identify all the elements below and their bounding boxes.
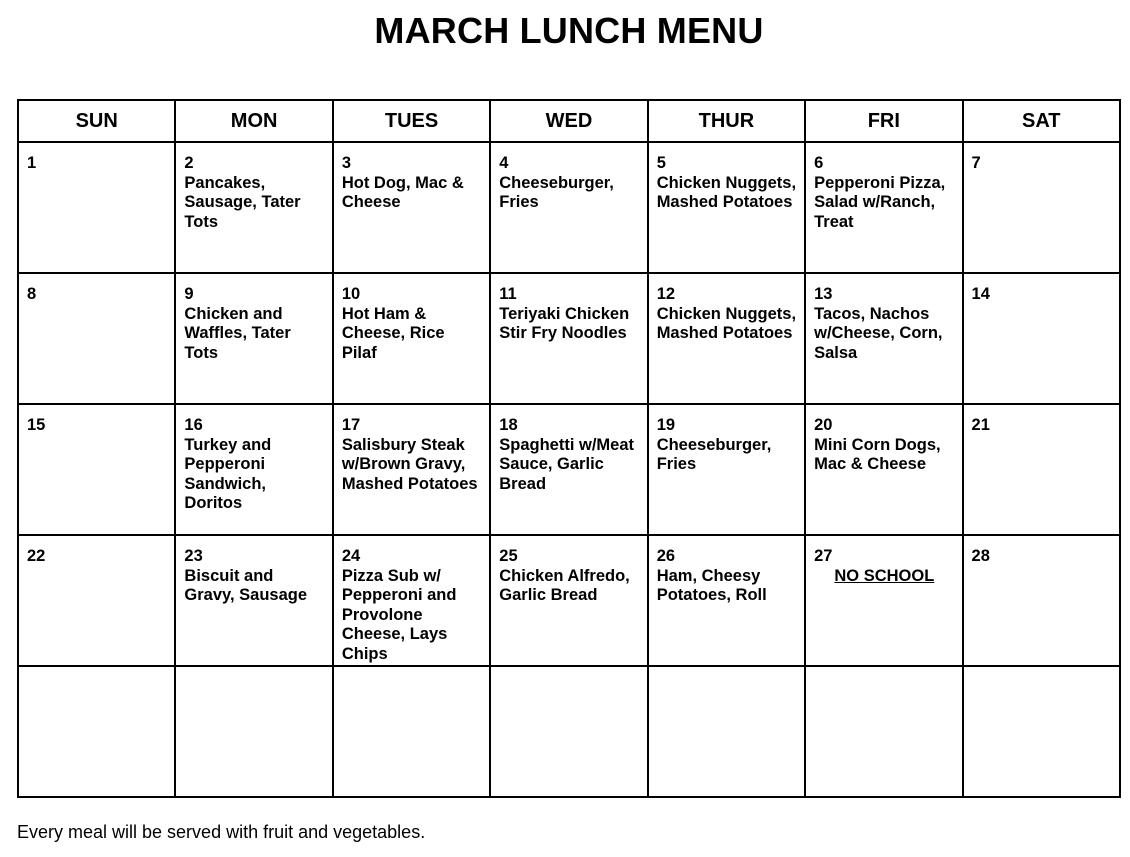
week-row bbox=[18, 535, 1120, 666]
day-number: 13 bbox=[814, 285, 833, 303]
meal-text: Chicken Nuggets, Mashed Potatoes bbox=[656, 304, 797, 343]
weekday-header-fri: FRI bbox=[805, 100, 962, 142]
day-number: 24 bbox=[341, 547, 361, 565]
empty-day-cell bbox=[963, 666, 1120, 797]
week-row-empty bbox=[18, 666, 1120, 797]
day-number: 16 bbox=[184, 416, 203, 434]
meal-text: Salisbury Steak w/Brown Gravy, Mashed Potatoes bbox=[341, 435, 478, 493]
day-number: 27 bbox=[814, 547, 833, 565]
empty-day-cell bbox=[648, 666, 805, 797]
day-cell bbox=[805, 273, 962, 404]
week-row bbox=[18, 142, 1120, 273]
day-number: 17 bbox=[341, 416, 361, 434]
day-cell bbox=[175, 404, 332, 535]
day-number: 4 bbox=[499, 154, 509, 172]
meal-text: Chicken and Waffles, Tater Tots bbox=[184, 304, 291, 362]
meal-text: Mini Corn Dogs, Mac & Cheese bbox=[814, 435, 941, 474]
meal-text: Spaghetti w/Meat Sauce, Garlic Bread bbox=[499, 435, 635, 493]
day-cell bbox=[963, 404, 1120, 535]
day-cell bbox=[648, 535, 805, 666]
day-cell bbox=[333, 404, 490, 535]
day-number: 28 bbox=[971, 547, 990, 565]
day-cell bbox=[963, 535, 1120, 666]
meal-text: Chicken Nuggets, Mashed Potatoes bbox=[656, 173, 797, 212]
footer-note: Every meal will be served with fruit and vegetables. bbox=[17, 822, 426, 842]
day-number: 2 bbox=[184, 154, 194, 172]
lunch-calendar bbox=[17, 99, 1121, 798]
meal-text: Cheeseburger, Fries bbox=[499, 173, 614, 212]
day-number: 19 bbox=[656, 416, 676, 434]
empty-day-cell bbox=[490, 666, 647, 797]
meal-text: Hot Ham & Cheese, Rice Pilaf bbox=[341, 304, 445, 362]
day-cell bbox=[648, 273, 805, 404]
day-number: 14 bbox=[971, 285, 990, 303]
day-number: 18 bbox=[499, 416, 518, 434]
day-number: 26 bbox=[656, 547, 676, 565]
day-cell bbox=[805, 535, 962, 666]
day-cell bbox=[490, 404, 647, 535]
day-number: 15 bbox=[27, 416, 46, 434]
meal-text: Cheeseburger, Fries bbox=[656, 435, 772, 474]
meal-text: Biscuit and Gravy, Sausage bbox=[184, 566, 308, 605]
day-cell bbox=[333, 535, 490, 666]
week-row bbox=[18, 273, 1120, 404]
page-title: MARCH LUNCH MENU bbox=[374, 10, 764, 51]
weekday-header-thur: THUR bbox=[648, 100, 805, 142]
meal-text: Chicken Alfredo, Garlic Bread bbox=[499, 566, 630, 605]
day-number: 7 bbox=[971, 154, 981, 172]
day-cell bbox=[805, 404, 962, 535]
meal-text: Ham, Cheesy Potatoes, Roll bbox=[656, 566, 767, 605]
meal-text: Teriyaki Chicken Stir Fry Noodles bbox=[499, 304, 630, 343]
empty-day-cell bbox=[175, 666, 332, 797]
day-cell bbox=[18, 404, 175, 535]
weekday-header-row bbox=[18, 100, 1120, 142]
day-cell bbox=[490, 142, 647, 273]
meal-text: Turkey and Pepperoni Sandwich, Doritos bbox=[184, 435, 272, 513]
day-cell bbox=[333, 142, 490, 273]
day-cell bbox=[963, 142, 1120, 273]
day-number: 23 bbox=[184, 547, 203, 565]
meal-text: Pepperoni Pizza, Salad w/Ranch, Treat bbox=[814, 173, 946, 231]
day-cell bbox=[333, 273, 490, 404]
empty-day-cell bbox=[805, 666, 962, 797]
meal-text: Tacos, Nachos w/Cheese, Corn, Salsa bbox=[814, 304, 943, 362]
weekday-header-sat: SAT bbox=[963, 100, 1120, 142]
day-number: 5 bbox=[656, 154, 666, 172]
day-number: 10 bbox=[341, 285, 361, 303]
week-row bbox=[18, 404, 1120, 535]
no-school-note: NO SCHOOL bbox=[834, 566, 935, 585]
day-cell bbox=[18, 535, 175, 666]
day-number: 1 bbox=[27, 154, 37, 172]
day-number: 9 bbox=[184, 285, 194, 303]
day-cell bbox=[963, 273, 1120, 404]
day-number: 20 bbox=[814, 416, 833, 434]
weekday-header-mon: MON bbox=[175, 100, 332, 142]
day-cell bbox=[490, 535, 647, 666]
weekday-header-wed: WED bbox=[490, 100, 647, 142]
empty-day-cell bbox=[18, 666, 175, 797]
day-number: 11 bbox=[499, 285, 517, 303]
day-cell bbox=[175, 535, 332, 666]
day-number: 6 bbox=[814, 154, 824, 172]
day-cell bbox=[175, 273, 332, 404]
weekday-header-sun: SUN bbox=[18, 100, 175, 142]
day-number: 22 bbox=[27, 547, 46, 565]
day-number: 25 bbox=[499, 547, 518, 565]
day-cell bbox=[490, 273, 647, 404]
day-cell bbox=[18, 273, 175, 404]
day-number: 12 bbox=[656, 285, 676, 303]
day-number: 8 bbox=[27, 285, 37, 303]
day-cell bbox=[805, 142, 962, 273]
day-number: 21 bbox=[971, 416, 990, 434]
day-cell bbox=[648, 142, 805, 273]
day-cell bbox=[648, 404, 805, 535]
meal-text: Pancakes, Sausage, Tater Tots bbox=[184, 173, 301, 231]
meal-text: Hot Dog, Mac & Cheese bbox=[341, 173, 464, 212]
empty-day-cell bbox=[333, 666, 490, 797]
day-cell bbox=[175, 142, 332, 273]
day-cell bbox=[18, 142, 175, 273]
meal-text: Pizza Sub w/ Pepperoni and Provolone Cheese, Lays Chips bbox=[341, 566, 457, 663]
day-number: 3 bbox=[341, 154, 352, 172]
weekday-header-tues: TUES bbox=[333, 100, 490, 142]
